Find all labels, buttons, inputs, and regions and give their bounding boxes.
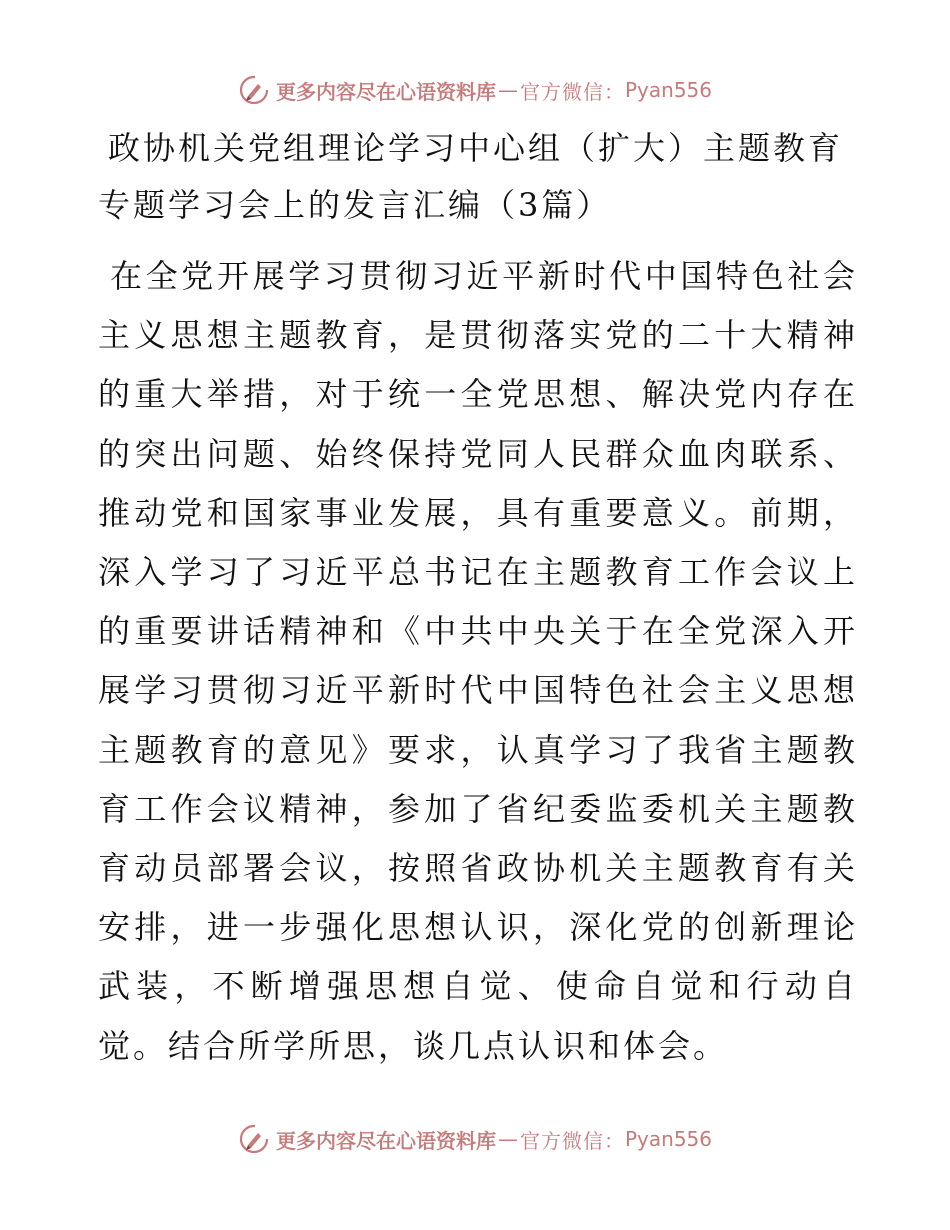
pen-logo-icon <box>238 74 270 106</box>
title-line-1: 政协机关党组理论学习中心组（扩大）主题教育 <box>108 129 844 167</box>
header-separator: — <box>497 78 518 102</box>
pen-logo-icon <box>238 1123 270 1155</box>
title-line-2: 专题学习会上的发言汇编（3篇） <box>98 186 612 224</box>
header-wechat-label: 官方微信： <box>519 79 625 104</box>
header-banner <box>0 70 950 110</box>
body-paragraph <box>98 247 858 1076</box>
footer-wechat-label: 官方微信： <box>519 1128 625 1153</box>
footer-brand-text: 更多内容尽在心语资料库 <box>275 1128 496 1153</box>
footer-wechat-handle: Pyan556 <box>624 1127 712 1151</box>
header-brand-text: 更多内容尽在心语资料库 <box>275 79 496 104</box>
body-paragraph-text: 在全党开展学习贯彻习近平新时代中国特色社会主义思想主题教育，是贯彻落实党的二十大精神的重大举措，对于统一全党思想、解决党内存在的突出问题、始终保持党同人民群众血肉联系、推动党和国家事业发展，具有重要意义。前期，深入学习了习近平总书记在主题教育工作会议上的重要讲话精神和《中共中央关于在全党深入开展学习贯彻习近平新时代中国特色社会主义思想主题教育的意见》要求，认真学习了我省主题教育工作会议精神，参加了省纪委监委机关主题教育动员部署会议，按照省政协机关主题教育有关安排，进一步强化思想认识，深化党的创新理论武装，不断增强思想自觉、使命自觉和行动自觉。结合所学所思，谈几点认识和体会。 <box>98 257 858 1065</box>
header-wechat-handle: Pyan556 <box>624 78 712 102</box>
footer-separator: — <box>497 1127 518 1151</box>
document-title <box>98 120 858 234</box>
footer-banner <box>0 1119 950 1159</box>
